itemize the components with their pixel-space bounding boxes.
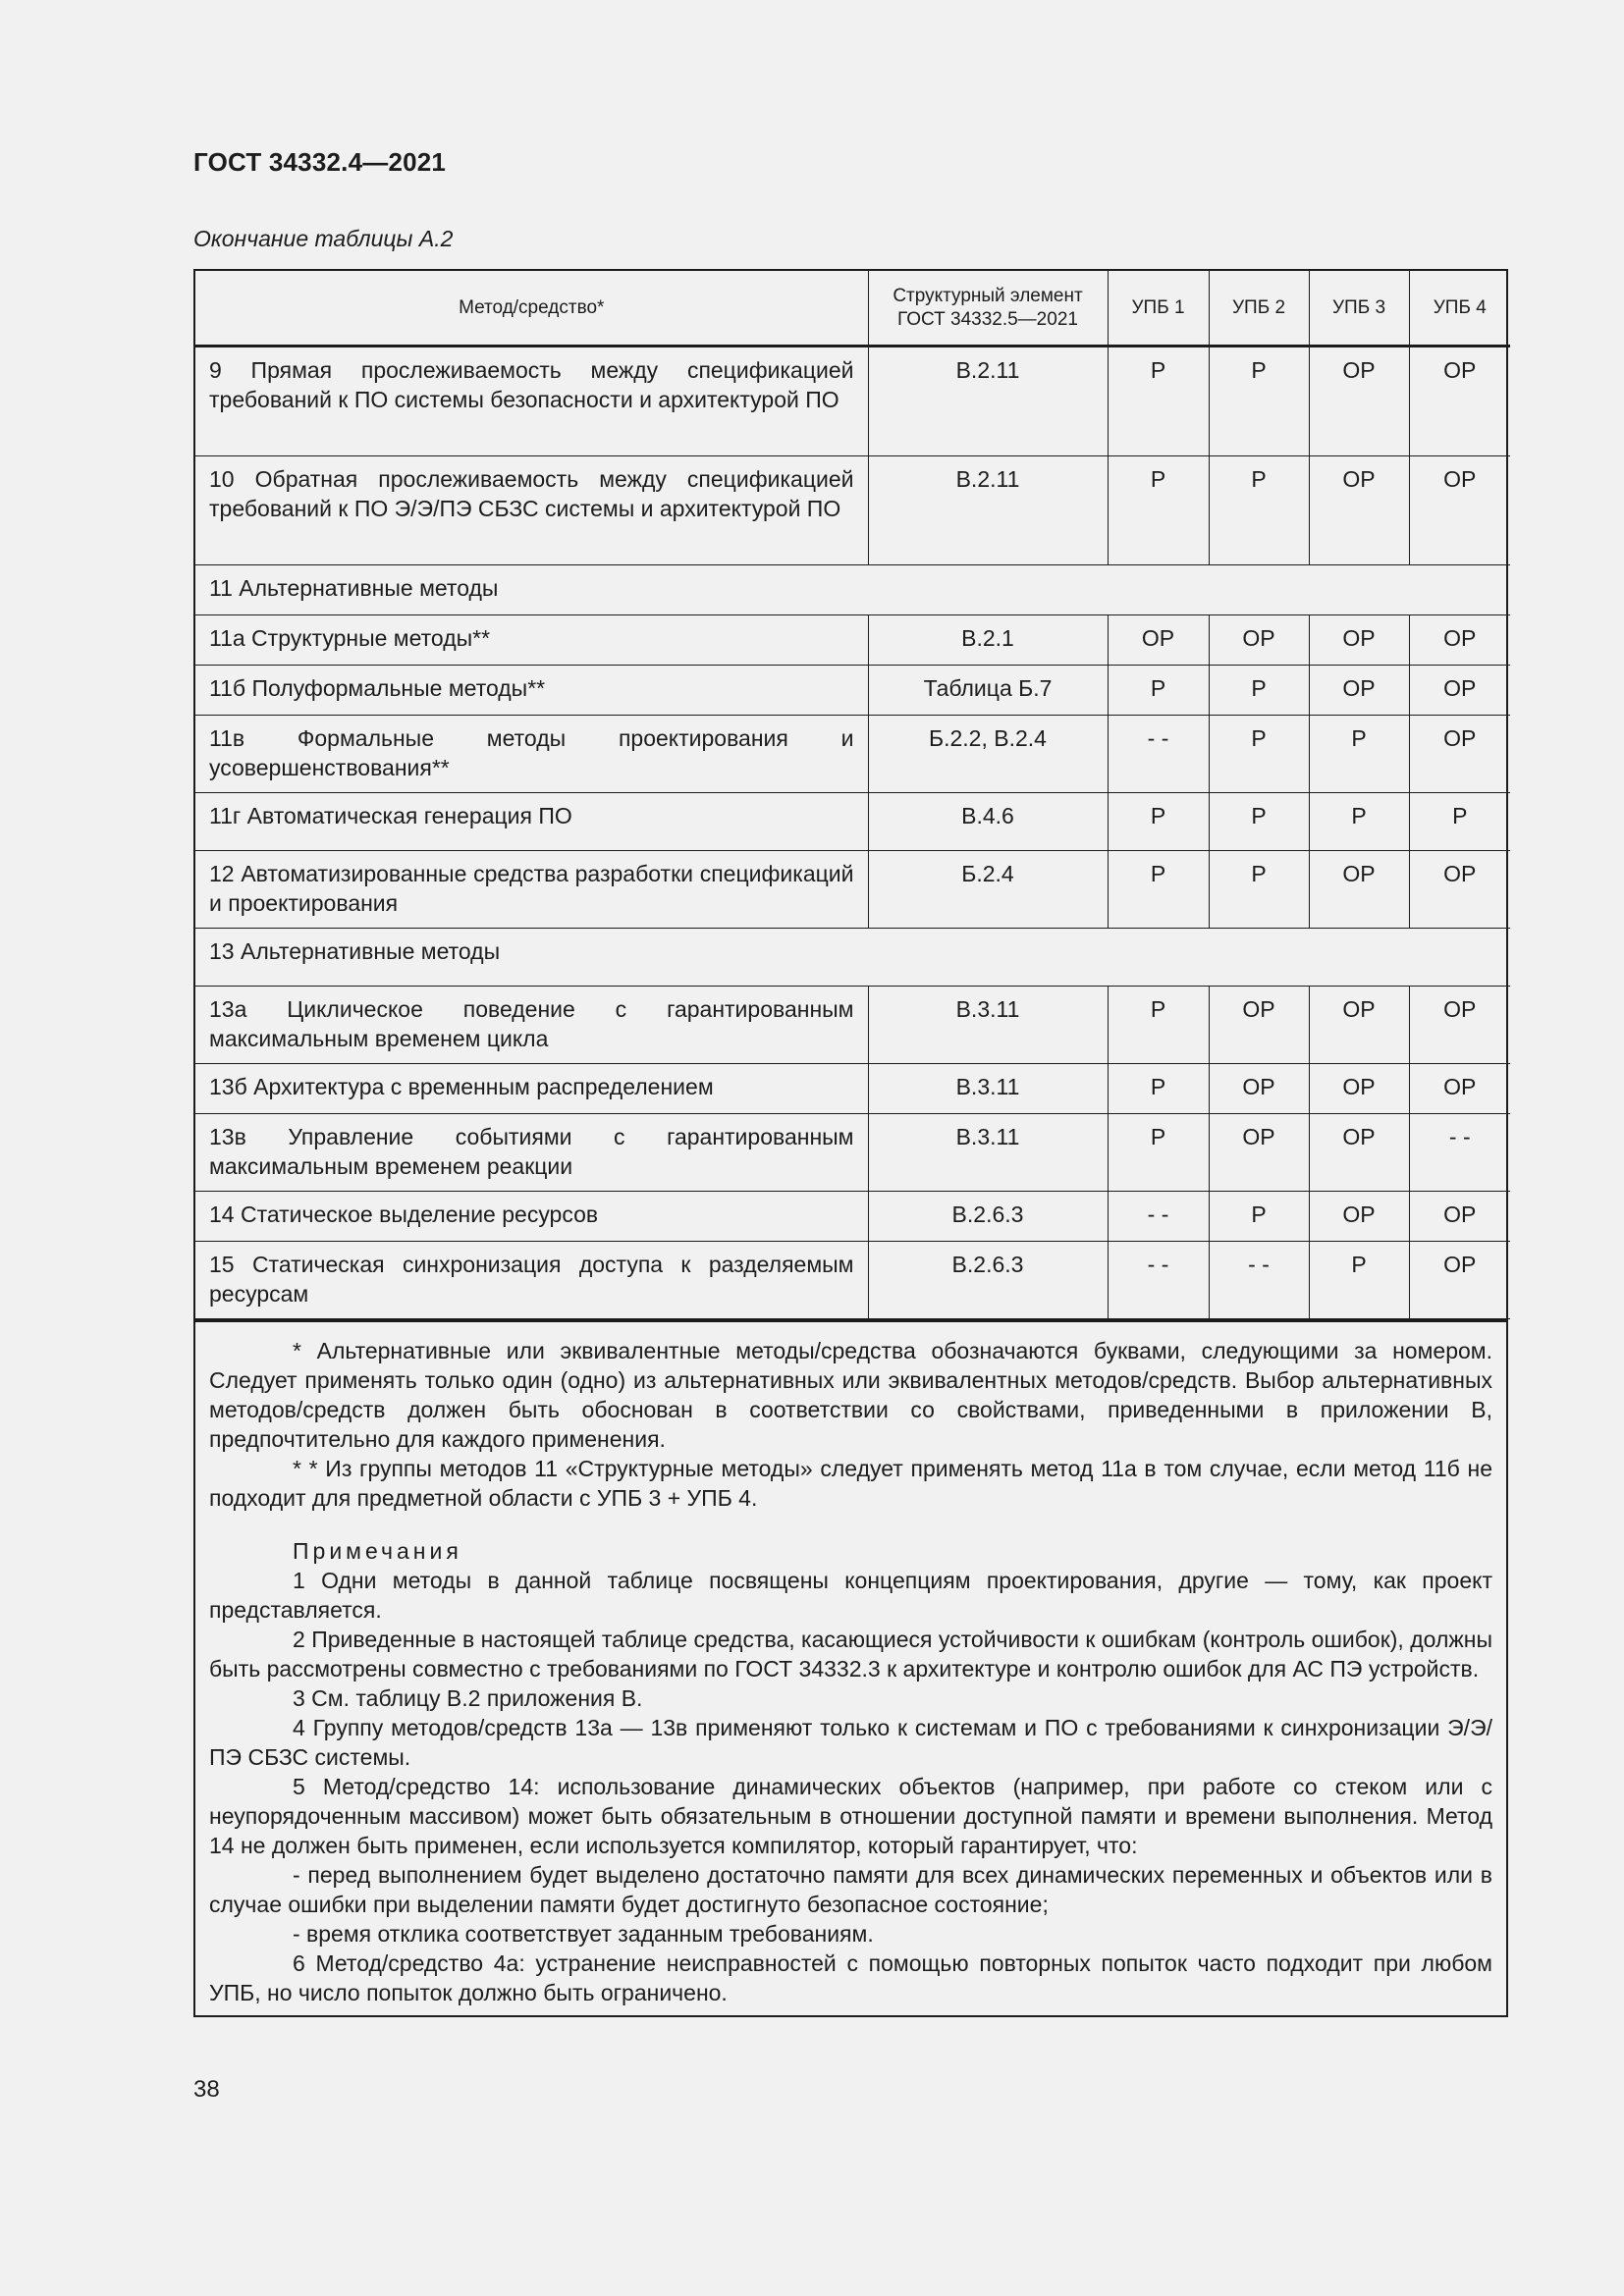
column-header: Структурный элемент ГОСТ 34332.5—2021	[868, 271, 1108, 347]
methods-table	[195, 271, 1510, 1319]
level-cell: ОР	[1409, 1242, 1510, 1319]
page-number: 38	[193, 2076, 220, 2103]
table-row	[195, 851, 1510, 929]
column-header: Метод/средство*	[195, 271, 868, 347]
table-caption: Окончание таблицы А.2	[193, 226, 454, 251]
level-cell: Р	[1209, 793, 1309, 851]
level-cell: Р	[1108, 666, 1209, 716]
section-cell: 13 Альтернативные методы	[195, 929, 1510, 987]
ref-cell: В.2.11	[868, 347, 1108, 456]
level-cell: Р	[1108, 456, 1209, 565]
level-cell: ОР	[1108, 615, 1209, 666]
table-header-row	[195, 271, 1510, 347]
level-cell: ОР	[1309, 1114, 1409, 1192]
table-row	[195, 1192, 1510, 1242]
level-cell: Р	[1209, 1192, 1309, 1242]
table-row	[195, 716, 1510, 793]
ref-cell: В.2.1	[868, 615, 1108, 666]
table-row	[195, 987, 1510, 1064]
level-cell: ОР	[1309, 347, 1409, 456]
section-cell: 11 Альтернативные методы	[195, 565, 1510, 615]
note-3: 3 См. таблицу В.2 приложения В.	[293, 1685, 643, 1711]
table-row	[195, 347, 1510, 456]
method-cell: 13в Управление событиями с гарантированным максимальным временем реакции	[195, 1114, 868, 1192]
level-cell: Р	[1409, 793, 1510, 851]
note-5-item-b: - время отклика соответствует заданным требованиям.	[293, 1921, 874, 1947]
level-cell: ОР	[1209, 1064, 1309, 1114]
level-cell: ОР	[1309, 1192, 1409, 1242]
table-row	[195, 1242, 1510, 1319]
level-cell: ОР	[1409, 987, 1510, 1064]
level-cell: ОР	[1309, 987, 1409, 1064]
ref-cell: В.3.11	[868, 1114, 1108, 1192]
level-cell: Р	[1309, 1242, 1409, 1319]
note-5: 5 Метод/средство 14: использование динамических объектов (например, при работе со стеком или с неупорядоченным массивом) может быть обязательным в отношении доступной памяти и времени выполнения. Метод 14 не должен быть применен, если используется компилятор, который гарантирует, что:	[209, 1774, 1492, 1858]
level-cell: - -	[1108, 716, 1209, 793]
ref-cell: В.2.6.3	[868, 1192, 1108, 1242]
level-cell: ОР	[1409, 1192, 1510, 1242]
section-row	[195, 929, 1510, 987]
table-row	[195, 456, 1510, 565]
level-cell: Р	[1209, 851, 1309, 929]
footnote-1: * Альтернативные или эквивалентные методы/средства обозначаются буквами, следующими за номером. Следует применять только один (одно) из альтернативных или эквивалентных методов/средств. Выбор альтернативных методов/средств должен быть обоснован в соответствии со свойствами, приведенными в приложении В, предпочтительно для каждого применения.	[209, 1338, 1492, 1452]
table-row	[195, 666, 1510, 716]
table-row	[195, 793, 1510, 851]
ref-cell: В.4.6	[868, 793, 1108, 851]
column-header: УПБ 4	[1409, 271, 1510, 347]
method-cell: 10 Обратная прослеживаемость между спецификацией требований к ПО Э/Э/ПЭ СБЗС системы и архитектурой ПО	[195, 456, 868, 565]
level-cell: ОР	[1409, 347, 1510, 456]
level-cell: ОР	[1309, 851, 1409, 929]
level-cell: ОР	[1409, 716, 1510, 793]
level-cell: Р	[1209, 347, 1309, 456]
level-cell: Р	[1209, 666, 1309, 716]
ref-cell: В.3.11	[868, 987, 1108, 1064]
level-cell: Р	[1209, 456, 1309, 565]
level-cell: Р	[1309, 793, 1409, 851]
note-6: 6 Метод/средство 4а: устранение неисправностей с помощью повторных попыток часто подходит при любом УПБ, но число попыток должно быть ограничено.	[209, 1950, 1492, 2005]
ref-cell: В.2.6.3	[868, 1242, 1108, 1319]
table-row	[195, 615, 1510, 666]
section-row	[195, 565, 1510, 615]
level-cell: ОР	[1409, 1064, 1510, 1114]
column-header: УПБ 2	[1209, 271, 1309, 347]
ref-cell: Таблица Б.7	[868, 666, 1108, 716]
ref-cell: В.3.11	[868, 1064, 1108, 1114]
note-2: 2 Приведенные в настоящей таблице средства, касающиеся устойчивости к ошибкам (контроль ошибок), должны быть рассмотрены совместно с требованиями по ГОСТ 34332.3 к архитектуре и контролю ошибок для АС ПЭ устройств.	[209, 1627, 1492, 1682]
note-1: 1 Одни методы в данной таблице посвящены концепциям проектирования, другие — тому, как проект представляется.	[209, 1568, 1492, 1623]
level-cell: Р	[1309, 716, 1409, 793]
level-cell: Р	[1108, 347, 1209, 456]
level-cell: ОР	[1309, 666, 1409, 716]
level-cell: ОР	[1209, 615, 1309, 666]
table-frame	[193, 269, 1508, 2017]
level-cell: Р	[1209, 716, 1309, 793]
level-cell: ОР	[1209, 987, 1309, 1064]
level-cell: ОР	[1209, 1114, 1309, 1192]
note-5-item-a: - перед выполнением будет выделено достаточно памяти для всех динамических переменных и объектов или в случае ошибки при выделении памяти будет достигнуто безопасное состояние;	[209, 1862, 1492, 1917]
level-cell: Р	[1108, 987, 1209, 1064]
column-header: УПБ 3	[1309, 271, 1409, 347]
ref-cell: В.2.11	[868, 456, 1108, 565]
ref-cell: Б.2.2, В.2.4	[868, 716, 1108, 793]
method-cell: 12 Автоматизированные средства разработки спецификаций и проектирования	[195, 851, 868, 929]
method-cell: 13б Архитектура с временным распределением	[195, 1064, 868, 1114]
method-cell: 11г Автоматическая генерация ПО	[195, 793, 868, 851]
method-cell: 14 Статическое выделение ресурсов	[195, 1192, 868, 1242]
note-4: 4 Группу методов/средств 13а — 13в применяют только к системам и ПО с требованиями к синхронизации Э/Э/ПЭ СБЗС системы.	[209, 1715, 1492, 1770]
table-row	[195, 1114, 1510, 1192]
level-cell: Р	[1108, 1114, 1209, 1192]
level-cell: - -	[1209, 1242, 1309, 1319]
level-cell: - -	[1108, 1192, 1209, 1242]
level-cell: ОР	[1409, 456, 1510, 565]
notes-heading: Примечания	[293, 1538, 462, 1564]
ref-cell: Б.2.4	[868, 851, 1108, 929]
level-cell: Р	[1108, 851, 1209, 929]
level-cell: ОР	[1409, 666, 1510, 716]
method-cell: 11в Формальные методы проектирования и усовершенствования**	[195, 716, 868, 793]
document-title: ГОСТ 34332.4—2021	[193, 147, 447, 177]
method-cell: 13а Циклическое поведение с гарантированным максимальным временем цикла	[195, 987, 868, 1064]
method-cell: 11а Структурные методы**	[195, 615, 868, 666]
table-notes	[195, 1319, 1506, 2015]
method-cell: 15 Статическая синхронизация доступа к разделяемым ресурсам	[195, 1242, 868, 1319]
column-header: УПБ 1	[1108, 271, 1209, 347]
level-cell: Р	[1108, 1064, 1209, 1114]
method-cell: 9 Прямая прослеживаемость между спецификацией требований к ПО системы безопасности и архитектурой ПО	[195, 347, 868, 456]
level-cell: ОР	[1309, 1064, 1409, 1114]
level-cell: ОР	[1409, 615, 1510, 666]
level-cell: ОР	[1409, 851, 1510, 929]
level-cell: ОР	[1309, 456, 1409, 565]
table-row	[195, 1064, 1510, 1114]
level-cell: - -	[1108, 1242, 1209, 1319]
level-cell: - -	[1409, 1114, 1510, 1192]
footnote-2: * * Из группы методов 11 «Структурные методы» следует применять метод 11а в том случае, если метод 11б не подходит для предметной области с УПБ 3 + УПБ 4.	[209, 1456, 1492, 1511]
level-cell: Р	[1108, 793, 1209, 851]
level-cell: ОР	[1309, 615, 1409, 666]
method-cell: 11б Полуформальные методы**	[195, 666, 868, 716]
